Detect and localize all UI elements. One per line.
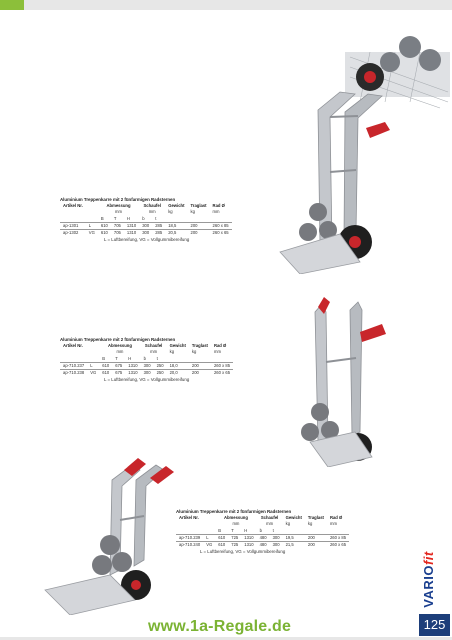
col-header: Rad Ø (213, 343, 227, 349)
cell: 1310 (124, 230, 139, 237)
table-row (176, 542, 349, 549)
col-header: Abmessung (223, 515, 248, 521)
unit-label: mm (148, 209, 156, 215)
cell: 610 (99, 370, 112, 377)
cell: 285 (152, 230, 165, 237)
unit-label: mm (150, 349, 158, 355)
cell: 610 (215, 542, 228, 549)
sub-label: H (128, 355, 132, 361)
col-header: Traglast (307, 515, 324, 521)
cell: ap-710.240 (176, 542, 203, 549)
cell: 285 (152, 222, 165, 229)
unit-label: kg (307, 521, 313, 527)
unit-label: kg (285, 521, 291, 527)
cell: ap-1302 (60, 230, 86, 237)
cell: 725 (228, 542, 241, 549)
tire-legend: L = Luftbereifung, VG = Vollgummibereifung (104, 237, 190, 243)
cell: 480 (257, 534, 270, 541)
col-header: Schaufel (143, 203, 161, 209)
cell: 1310 (125, 362, 140, 369)
unit-label: mm (329, 521, 337, 527)
cell: 610 (215, 534, 228, 541)
sub-label: H (126, 215, 130, 221)
cell: 250 (154, 362, 167, 369)
spec-title: Aluminium Treppenkarre mit 2 fünfarmigen Radsternen (60, 337, 176, 342)
col-header: Artikel Nr. (179, 515, 199, 521)
col-header: Rad Ø (329, 515, 343, 521)
cell: 725 (228, 534, 241, 541)
sub-label: H (244, 527, 248, 533)
sub-label: B (100, 215, 104, 221)
cell: 250 (154, 370, 167, 377)
cell: 200 (305, 534, 327, 541)
cell: 610 (98, 222, 111, 229)
table-row (60, 370, 233, 377)
cell: ap-1301 (60, 222, 86, 229)
cell: 20,0 (167, 370, 189, 377)
col-header: Schaufel (260, 515, 279, 521)
cell: 300 (270, 534, 283, 541)
cell: 300 (139, 230, 152, 237)
cell: ap-710.239 (176, 534, 203, 541)
sub-label: t (155, 215, 157, 221)
cell: 260 x 65 (210, 230, 232, 237)
table-row (60, 222, 232, 229)
cell: 260 x 65 (327, 542, 349, 549)
table-row (60, 230, 232, 237)
tire-legend: L = Luftbereifung, VG = Vollgummibereifung (200, 549, 286, 555)
col-header: Abmessung (107, 343, 132, 349)
cell: L (87, 362, 99, 369)
sub-label: b (143, 355, 146, 361)
top-bar-accent (0, 0, 24, 10)
unit-label: mm (232, 521, 240, 527)
col-header: Gewicht (285, 515, 302, 521)
cell: 480 (257, 542, 270, 549)
cell: 260 x 65 (211, 370, 233, 377)
cell: 20,5 (165, 230, 187, 237)
col-header: Rad Ø (212, 203, 225, 209)
col-header: Artikel Nr. (63, 343, 83, 349)
spec-table (60, 203, 232, 236)
brand-logo (420, 548, 446, 618)
unit-label: mm (212, 209, 220, 215)
col-header: Gewicht (168, 203, 185, 209)
cell: 300 (270, 542, 283, 549)
unit-label: kg (190, 209, 195, 215)
cell: 705 (111, 230, 124, 237)
cell: 18,0 (167, 362, 189, 369)
cell: L (203, 534, 215, 541)
brand-wordmark (421, 551, 436, 608)
sub-label: t (272, 527, 274, 533)
col-header: Schaufel (144, 343, 163, 349)
product-photo-stair-truck-3 (40, 450, 180, 615)
cell: 200 (187, 222, 209, 229)
cell: VG (87, 370, 99, 377)
unit-label: mm (116, 349, 124, 355)
cell: 1310 (124, 222, 139, 229)
col-header: Traglast (191, 343, 208, 349)
sub-label: T (231, 527, 234, 533)
footer-url[interactable]: www.1a-Regale.de (148, 618, 292, 635)
spec-title: Aluminium Treppenkarre mit 2 fünfarmigen Radsternen (60, 197, 176, 202)
cell: L (86, 222, 98, 229)
spec-block-2 (60, 337, 233, 383)
cell: 21,5 (283, 542, 305, 549)
sub-label: B (218, 527, 222, 533)
spec-block-1 (60, 197, 232, 243)
cell: 675 (112, 362, 125, 369)
cell: 300 (141, 362, 154, 369)
cell: 300 (141, 370, 154, 377)
brand-part1: VARIO (420, 565, 436, 608)
product-photo-stair-truck-2 (290, 292, 440, 467)
cell: ap-710.237 (60, 362, 87, 369)
unit-label: mm (115, 209, 123, 215)
cell: 18,5 (165, 222, 187, 229)
brand-part2: fit (420, 551, 436, 566)
unit-label: mm (213, 349, 221, 355)
cell: 300 (139, 222, 152, 229)
cell: ap-710.238 (60, 370, 87, 377)
cell: 1310 (241, 534, 256, 541)
cell: 610 (98, 230, 111, 237)
spec-title: Aluminium Treppenkarre mit 2 fünfarmigen Radsternen (176, 509, 292, 514)
tire-legend: L = Luftbereifung, VG = Vollgummibereifung (104, 377, 190, 383)
sub-label: T (115, 355, 118, 361)
cell: VG (86, 230, 98, 237)
cell: 200 (189, 362, 211, 369)
spec-table (176, 515, 349, 548)
cell: 260 x 85 (211, 362, 233, 369)
sub-label: b (142, 215, 145, 221)
sub-label: t (156, 355, 158, 361)
unit-label: kg (191, 349, 197, 355)
cell: 19,5 (283, 534, 305, 541)
spec-table (60, 343, 233, 376)
col-header: Gewicht (169, 343, 186, 349)
cell: 260 x 85 (327, 534, 349, 541)
unit-label: kg (168, 209, 173, 215)
product-photo-stair-truck-1 (270, 12, 450, 274)
sub-label: T (113, 215, 117, 221)
unit-label: mm (266, 521, 274, 527)
col-header: Traglast (190, 203, 207, 209)
table-row (176, 534, 349, 541)
col-header: Artikel Nr. (63, 203, 83, 209)
cell: VG (203, 542, 215, 549)
unit-label: kg (169, 349, 175, 355)
cell: 610 (99, 362, 112, 369)
sub-label: b (259, 527, 262, 533)
cell: 1310 (241, 542, 256, 549)
spec-block-3 (176, 509, 349, 555)
cell: 200 (305, 542, 327, 549)
col-header: Abmessung (106, 203, 131, 209)
cell: 705 (111, 222, 124, 229)
cell: 200 (189, 370, 211, 377)
table-row (60, 362, 233, 369)
cell: 200 (187, 230, 209, 237)
page-number: 125 (419, 614, 450, 636)
cell: 675 (112, 370, 125, 377)
cell: 260 x 85 (210, 222, 232, 229)
cell: 1310 (125, 370, 140, 377)
sub-label: B (102, 355, 106, 361)
top-bar (0, 0, 452, 10)
